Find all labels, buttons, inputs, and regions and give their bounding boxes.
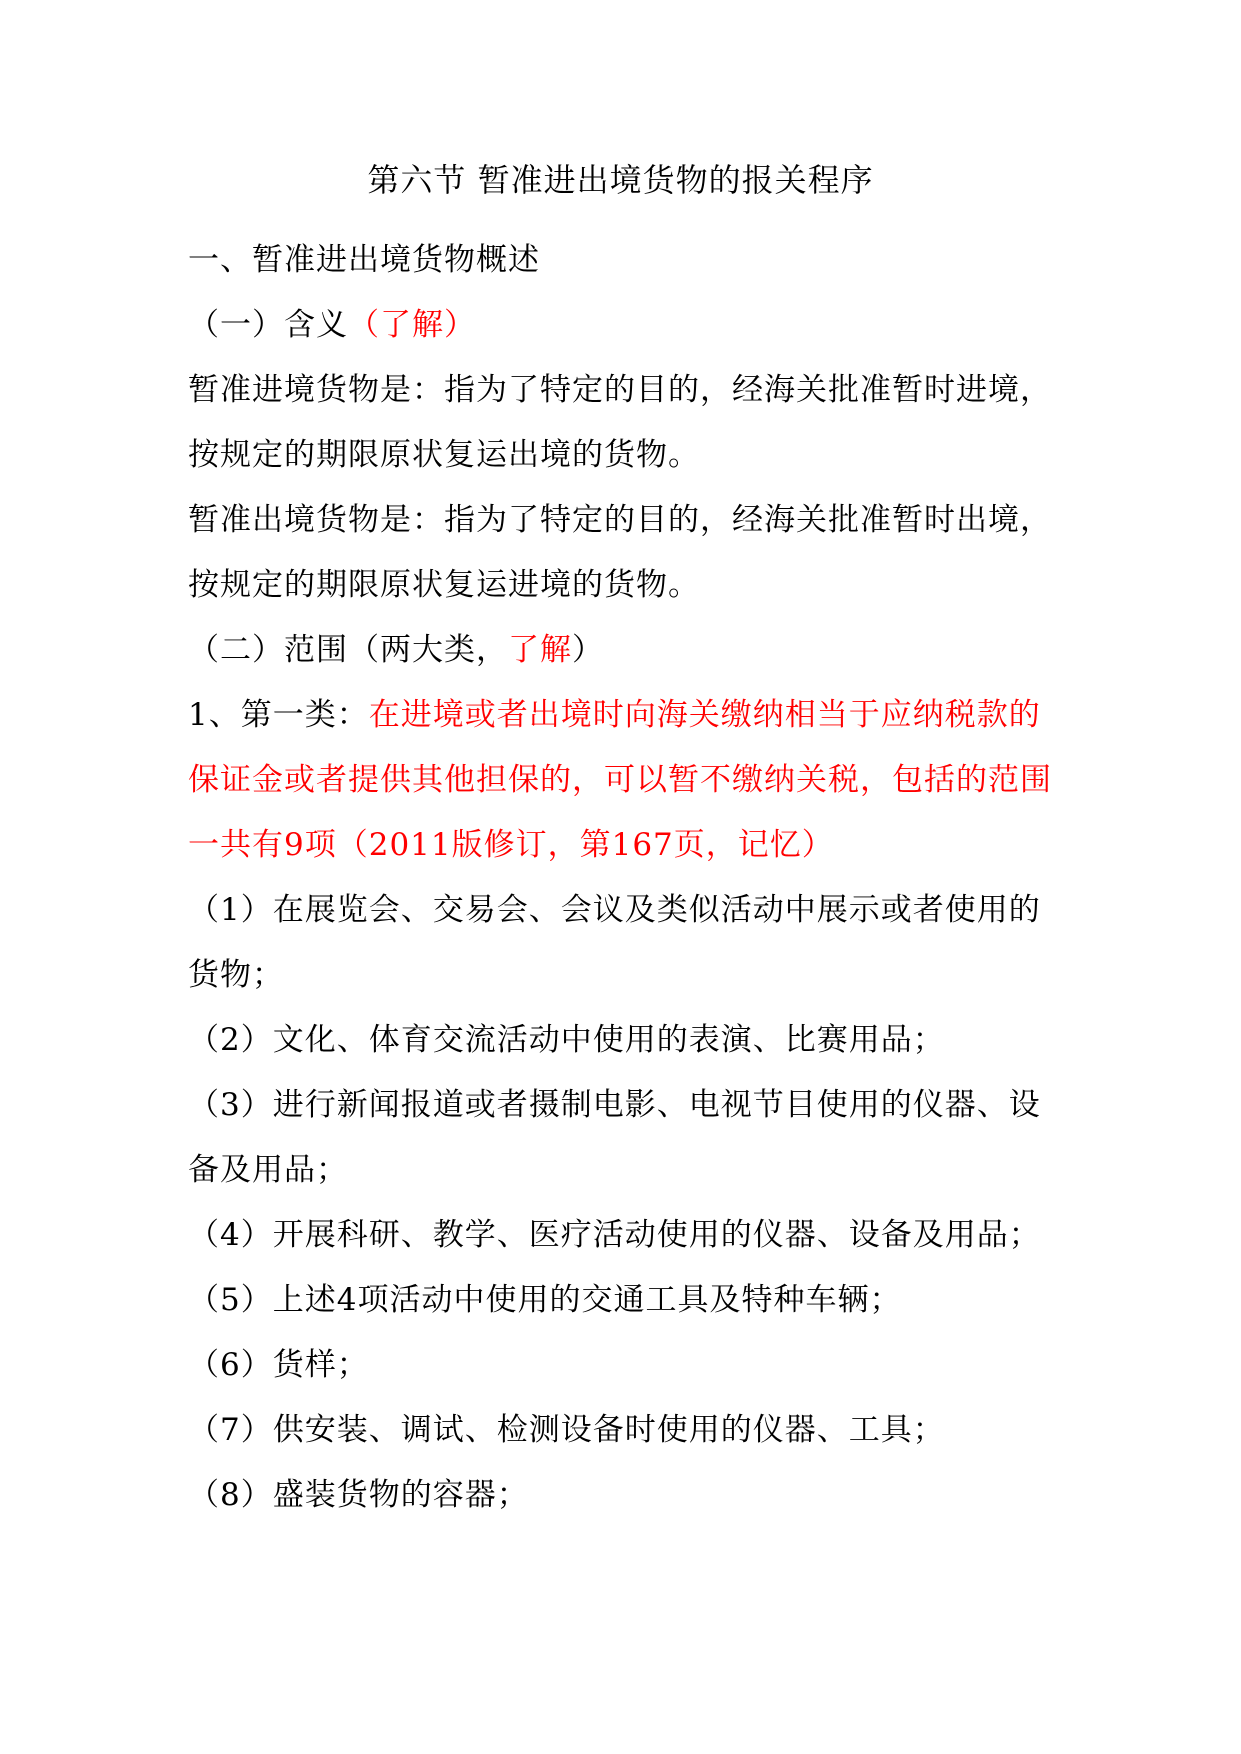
text-segment: 1、第一类：	[188, 697, 369, 733]
text-segment: （4）开展科研、教学、医疗活动使用的仪器、设备及用品；	[188, 1217, 1041, 1253]
paragraph	[188, 488, 1068, 618]
emphasis-note: （了解）	[348, 307, 476, 343]
list-item	[188, 1073, 1068, 1203]
paragraph	[188, 683, 1068, 878]
text-segment: 一、暂准进出境货物概述	[188, 242, 540, 278]
list-item	[188, 1398, 1068, 1463]
text-segment: （2）文化、体育交流活动中使用的表演、比赛用品；	[188, 1022, 945, 1058]
text-segment: （6）货样；	[188, 1347, 369, 1383]
text-segment: （1）在展览会、交易会、会议及类似活动中展示或者使用的货物；	[188, 892, 1041, 993]
text-segment: ）	[572, 632, 604, 668]
list-item	[188, 1333, 1068, 1398]
section-heading	[188, 228, 1068, 293]
paragraph	[188, 358, 1068, 488]
text-segment: （5）上述4项活动中使用的交通工具及特种车辆；	[188, 1282, 902, 1318]
list-item	[188, 1268, 1068, 1333]
text-segment: （一）含义	[188, 307, 348, 343]
list-item	[188, 878, 1068, 1008]
emphasis-note: 了解	[508, 632, 572, 668]
subsection-heading	[188, 618, 1068, 683]
list-item	[188, 1463, 1068, 1528]
text-segment: （3）进行新闻报道或者摄制电影、电视节目使用的仪器、设备及用品；	[188, 1087, 1041, 1188]
list-item	[188, 1203, 1068, 1268]
subsection-heading	[188, 293, 1068, 358]
text-segment: （8）盛装货物的容器；	[188, 1477, 529, 1513]
text-segment: （二）范围（两大类，	[188, 632, 508, 668]
list-item	[188, 1008, 1068, 1073]
text-segment: 暂准进境货物是：指为了特定的目的，经海关批准暂时进境，按规定的期限原状复运出境的货物。	[188, 372, 1052, 473]
page-title: 第六节 暂准进出境货物的报关程序	[367, 161, 874, 199]
emphasis-text: 在进境或者出境时向海关缴纳相当于应纳税款的保证金或者提供其他担保的，可以暂不缴纳关税，包括的范围一共有9项（2011版修订，第167页，记忆）	[188, 697, 1052, 863]
document-body	[188, 228, 1068, 1528]
text-segment: 暂准出境货物是：指为了特定的目的，经海关批准暂时出境，按规定的期限原状复运进境的货物。	[188, 502, 1052, 603]
text-segment: （7）供安装、调试、检测设备时使用的仪器、工具；	[188, 1412, 945, 1448]
